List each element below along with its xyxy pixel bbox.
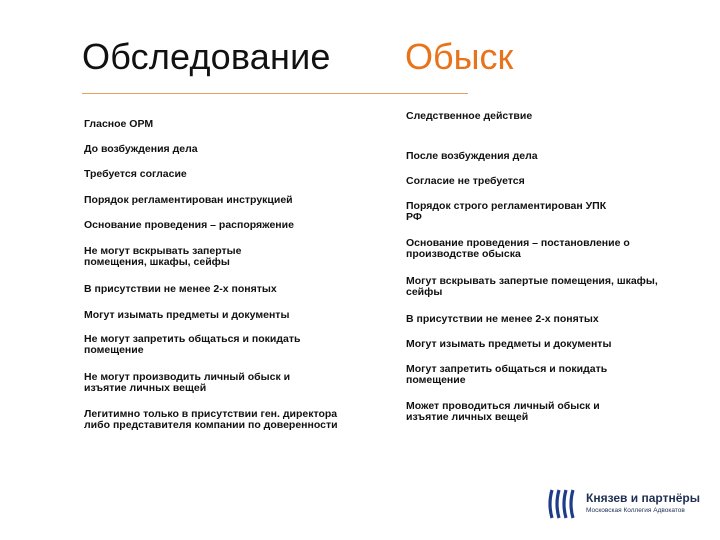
left-item: Основание проведения – распоряжение [84,219,294,231]
title-left: Обследование [82,36,331,77]
logo-subtitle: Московская Коллегия Адвокатов [586,507,685,514]
right-item: Могут вскрывать запертые помещения, шкафы, сейфы [406,275,658,298]
left-item: Требуется согласие [84,168,187,180]
left-item: Гласное ОРМ [84,118,154,130]
company-logo [548,487,718,527]
logo-name: Князев и партнёры [586,491,700,505]
right-item: Могут изымать предметы и документы [406,338,612,350]
title-right: Обыск [405,36,514,77]
right-item: Основание проведения – постановление о производстве обыска [406,237,630,260]
right-item: Может проводиться личный обыск и изъятие личных вещей [406,400,600,423]
right-item: Порядок строго регламентирован УПК РФ [406,200,607,223]
left-item: Могут изымать предметы и документы [84,309,290,321]
left-item: Не могут запретить общаться и покидать помещение [84,333,301,356]
left-item: Легитимно только в присутствии ген. директора либо представителя компании по доверенности [84,408,338,431]
right-item: Согласие не требуется [406,175,525,187]
left-item: До возбуждения дела [84,143,198,155]
law-firm-logo-icon [548,487,578,521]
right-item: После возбуждения дела [406,150,538,162]
right-item: В присутствии не менее 2-х понятых [406,313,599,325]
left-item: В присутствии не менее 2-х понятых [84,283,277,295]
title-divider [82,93,468,94]
left-item: Не могут вскрывать запертые помещения, шкафы, сейфы [84,245,242,268]
right-item: Могут запретить общаться и покидать помещение [406,363,608,386]
left-item: Порядок регламентирован инструкцией [84,194,293,206]
right-item: Следственное действие [406,110,533,122]
left-item: Не могут производить личный обыск и изъятие личных вещей [84,371,291,394]
